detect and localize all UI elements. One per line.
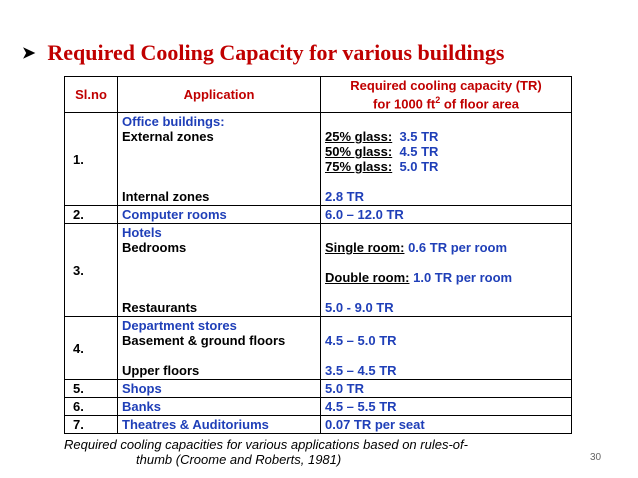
row-number: 7. xyxy=(65,416,118,434)
row-number: 1. xyxy=(65,113,118,206)
application-cell: Theatres & Auditoriums xyxy=(118,416,321,434)
capacity-cell: 0.07 TR per seat xyxy=(321,416,572,434)
row-number: 5. xyxy=(65,380,118,398)
application-cell: Shops xyxy=(118,380,321,398)
header-application: Application xyxy=(118,77,321,113)
row-number: 2. xyxy=(65,206,118,224)
capacity-cell: 4.5 – 5.5 TR xyxy=(321,398,572,416)
table-row xyxy=(65,224,572,317)
header-slno: Sl.no xyxy=(65,77,118,113)
table-row xyxy=(65,416,572,434)
header-capacity: Required cooling capacity (TR) for 1000 $ft^2$ of floor area xyxy=(321,77,572,113)
row-number: 6. xyxy=(65,398,118,416)
slide-title-text: Required Cooling Capacity for various buildings xyxy=(47,40,505,65)
capacity-cell: Single room: 0.6 TR per room Double room: 1.0 TR per room 5.0 - 9.0 TR xyxy=(321,224,572,317)
arrow-bullet-icon: ➤ xyxy=(22,45,36,62)
table-row xyxy=(65,398,572,416)
slide-title xyxy=(22,40,504,66)
application-cell: Computer rooms xyxy=(118,206,321,224)
page-number: 30 xyxy=(590,452,602,463)
capacity-cell: 4.5 – 5.0 TR 3.5 – 4.5 TR xyxy=(321,317,572,380)
application-cell: Hotels Bedrooms Restaurants xyxy=(118,224,321,317)
capacity-cell: 25% glass: 3.5 TR 50% glass: 4.5 TR 75% glass: 5.0 TR 2.8 TR xyxy=(321,113,572,206)
cooling-capacity-table xyxy=(64,76,572,434)
application-cell: Department stores Basement & ground floors Upper floors xyxy=(118,317,321,380)
row-number: 4. xyxy=(65,317,118,380)
application-cell: Banks xyxy=(118,398,321,416)
table-row xyxy=(65,380,572,398)
capacity-cell: 6.0 – 12.0 TR xyxy=(321,206,572,224)
row-number: 3. xyxy=(65,224,118,317)
table-header-row xyxy=(65,77,572,113)
capacity-cell: 5.0 TR xyxy=(321,380,572,398)
table-caption: Required cooling capacities for various applications based on rules-of- thumb (Croome and Roberts, 1981) xyxy=(64,437,468,467)
table-row xyxy=(65,206,572,224)
table-row xyxy=(65,317,572,380)
application-cell: Office buildings: External zones Internal zones xyxy=(118,113,321,206)
table-row xyxy=(65,113,572,206)
